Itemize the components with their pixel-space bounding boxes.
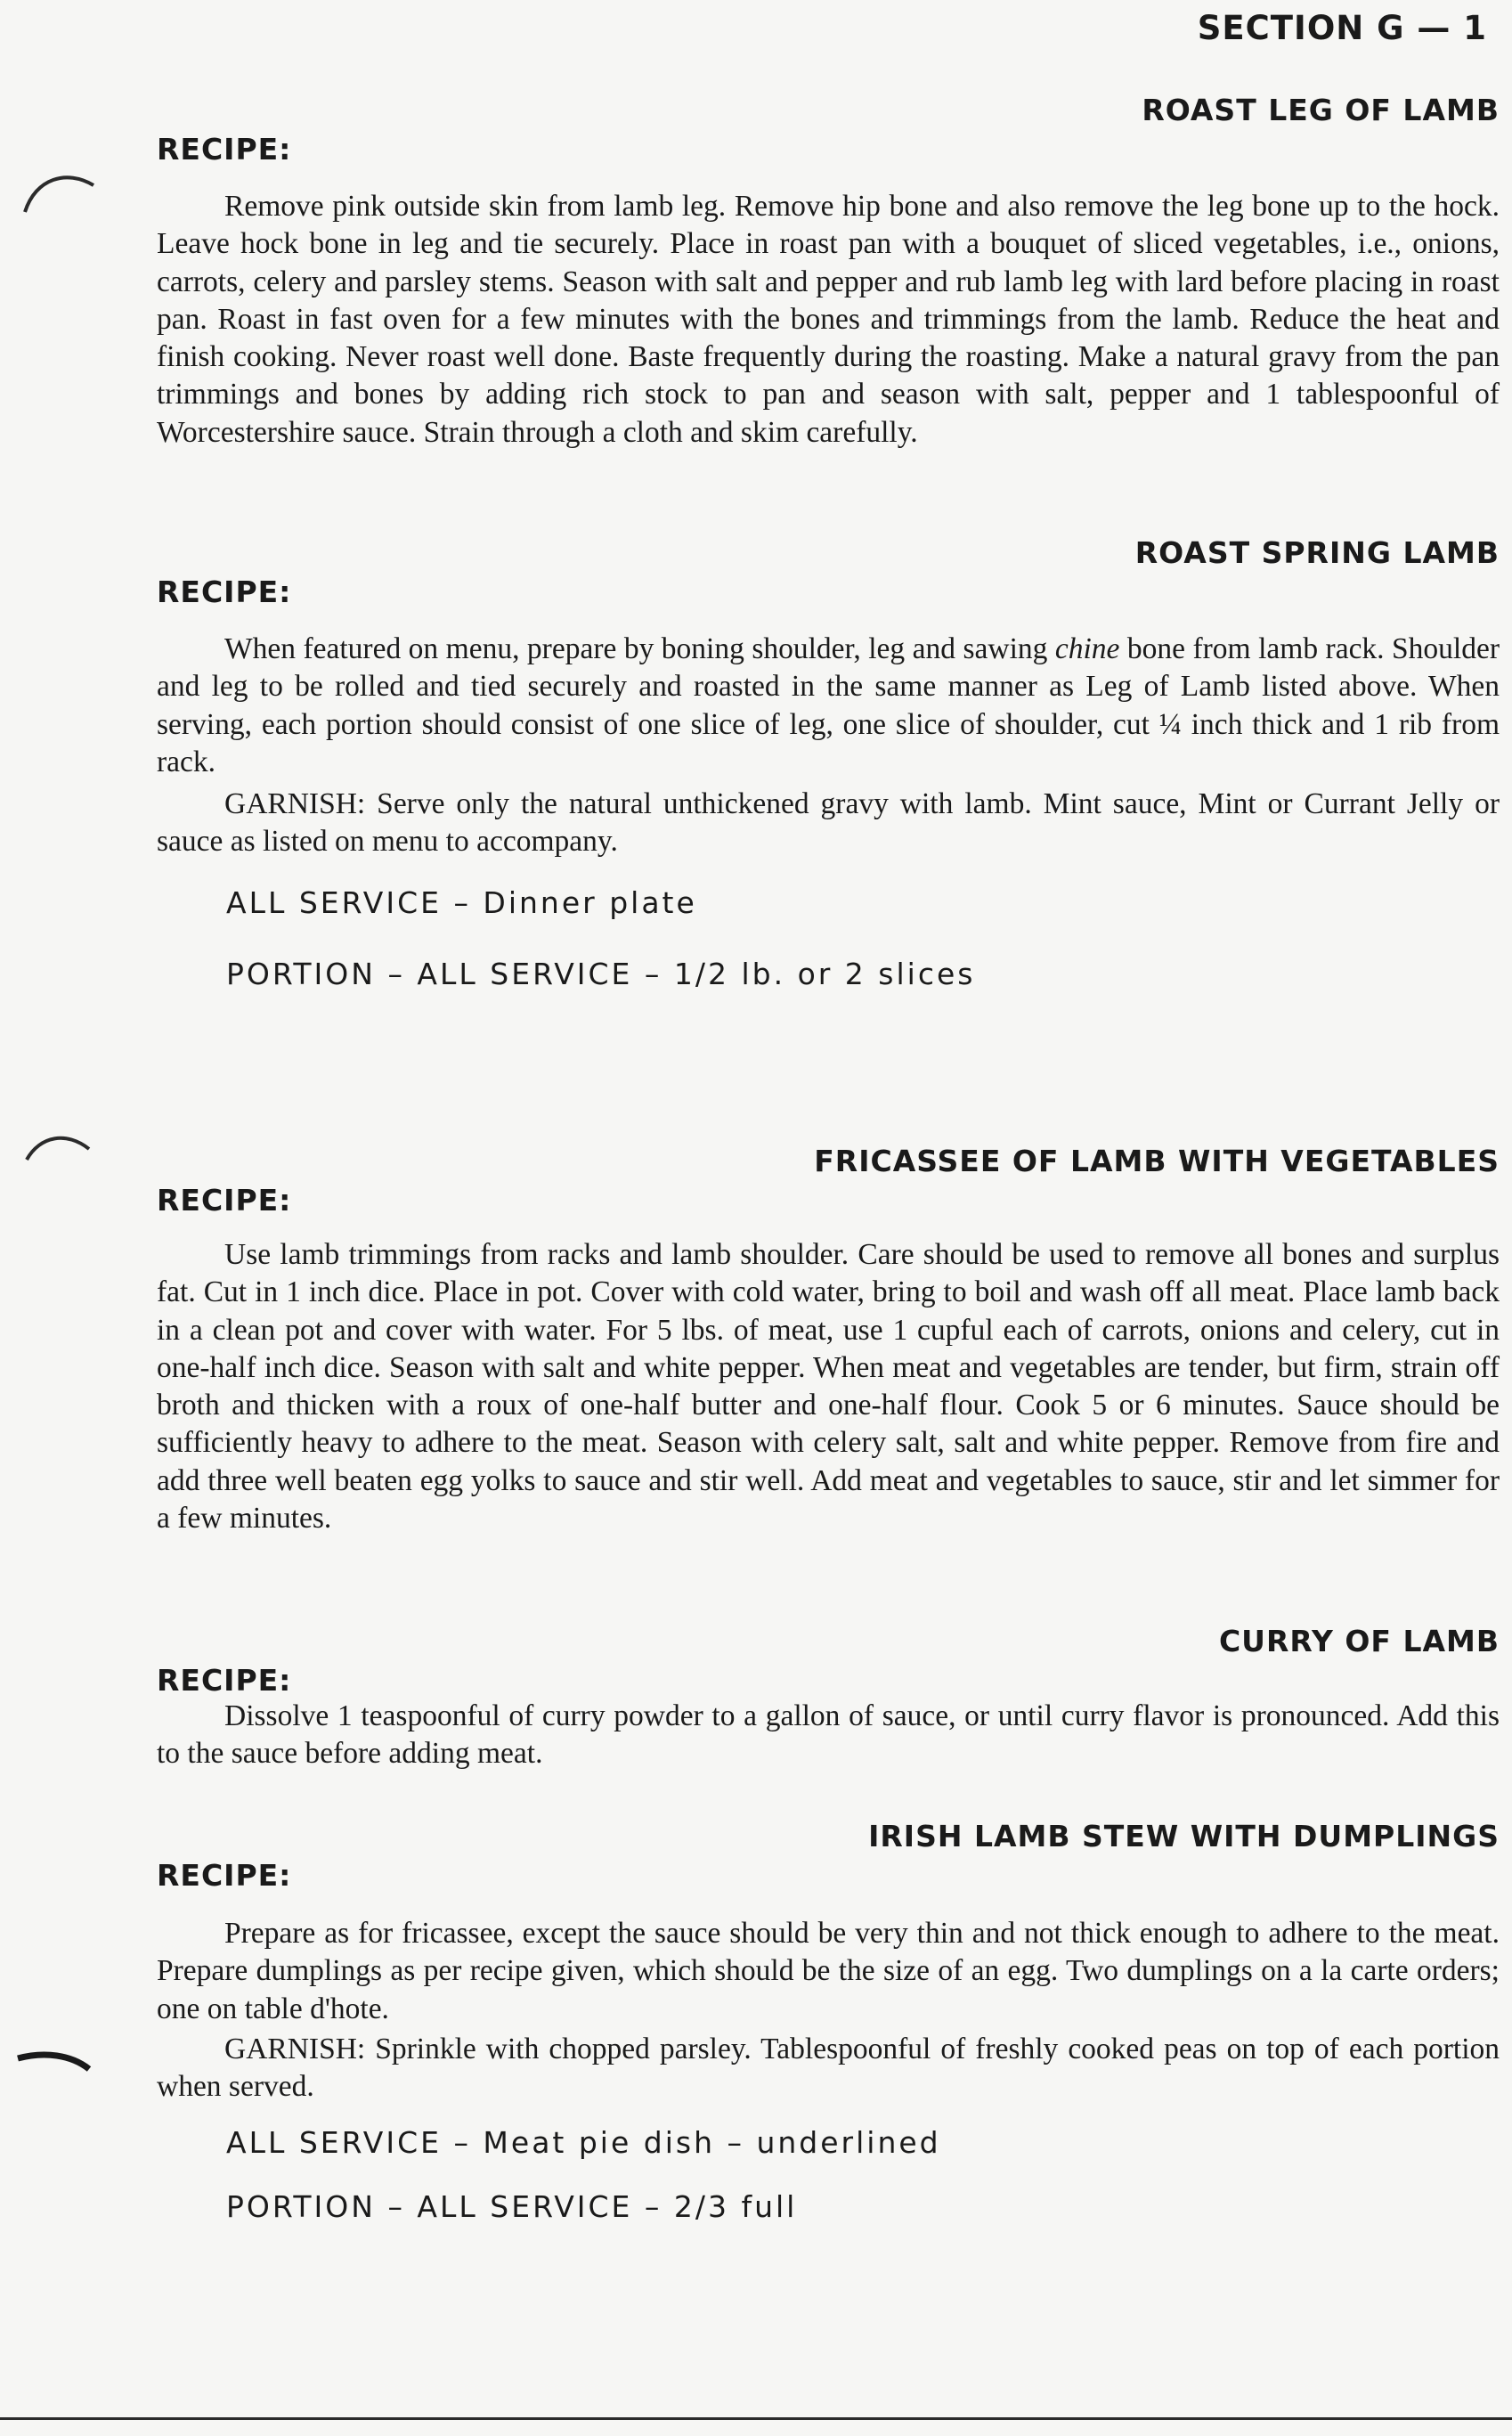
- recipe-title: CURRY OF LAMB: [1218, 1624, 1500, 1658]
- bottom-edge-rule: [0, 2417, 1512, 2420]
- binder-ring-mark: [0, 2035, 98, 2089]
- recipe-title: FRICASSEE OF LAMB WITH VEGETABLES: [814, 1144, 1500, 1178]
- recipe-text: Use lamb trimmings from racks and lamb shoulder. Care should be used to remove all bones and surplus fat. Cut in 1 inch dice. Place in pot. Cover with cold water, bring to boil and wash off all meat. Place lamb back in a clean pot and cover with water. For 5 lbs. of meat, use 1 cupful each of carrots, onions and celery, cut in one-half inch dice. Season with salt and white pepper. When meat and vegetables are tender, but firm, strain off broth and thicken with a roux of one-half butter and one-half flour. Cook 5 or 6 minutes. Sauce should be sufficiently heavy to adhere to the meat. Season with celery salt, salt and white pepper. Remove from fire and add three well beaten egg yolks to sauce and stir well. Add meat and vegetables to sauce, stir and let simmer for a few minutes.: [157, 1238, 1500, 1536]
- recipe-title: IRISH LAMB STEW WITH DUMPLINGS: [868, 1819, 1500, 1853]
- recipe-label: RECIPE:: [157, 132, 292, 167]
- recipe-label: RECIPE:: [157, 574, 292, 609]
- recipe-label: RECIPE:: [157, 1858, 292, 1893]
- portion-line: PORTION – ALL SERVICE – 1/2 lb. or 2 slices: [226, 957, 976, 991]
- recipe-text: [157, 631, 1500, 781]
- recipe-text: Prepare as for fricassee, except the sauce should be very thin and not thick enough to adhere to the meat. Prepare dumplings as per recipe given, which should be the size of an egg. Two dumplings on a la carte orders; one on table d'hote.: [157, 1917, 1500, 2025]
- service-line: ALL SERVICE – Dinner plate: [226, 885, 697, 920]
- binder-ring-mark: [0, 160, 98, 214]
- recipe-text-part: bone from lamb rack. Shoulder and leg to be rolled and tied securely and roasted in the same manner as Leg of Lamb listed above. When serving, each portion should consist of one slice of leg, one slice of shoulder, cut ¼ inch thick and 1 rib from rack.: [157, 632, 1500, 778]
- recipe-text: Remove pink outside skin from lamb leg. Remove hip bone and also remove the leg bone up to the hock. Leave hock bone in leg and tie securely. Place in roast pan with a bouquet of sliced vegetables, i.e., onions, carrots, celery and parsley stems. Season with salt and pepper and rub lamb leg with lard before placing in roast pan. Roast in fast oven for a few minutes with the bones and trimmings from the lamb. Reduce the heat and finish cooking. Never roast well done. Baste frequently during the roasting. Make a natural gravy from the pan trimmings and bones by adding rich stock to pan and season with salt, pepper and 1 tablespoonful of Worcestershire sauce. Strain through a cloth and skim carefully.: [157, 190, 1500, 449]
- recipe-label: RECIPE:: [157, 1183, 292, 1218]
- recipe-text-part: When featured on menu, prepare by boning shoulder, leg and sawing: [224, 632, 1055, 665]
- recipe-title: ROAST SPRING LAMB: [1134, 535, 1500, 570]
- recipe-title: ROAST LEG OF LAMB: [1142, 93, 1500, 127]
- recipe-text-italic: chine: [1054, 632, 1120, 665]
- recipe-text: Dissolve 1 teaspoonful of curry powder to a gallon of sauce, or until curry flavor is pronounced. Add this to the sauce before adding meat.: [157, 1699, 1500, 1771]
- garnish-text: GARNISH: Sprinkle with chopped parsley. Tablespoonful of freshly cooked peas on top of each portion when served.: [157, 2033, 1500, 2104]
- recipe-label: RECIPE:: [157, 1663, 292, 1698]
- garnish-text: GARNISH: Serve only the natural unthickened gravy with lamb. Mint sauce, Mint or Currant Jelly or sauce as listed on menu to accompany.: [157, 787, 1500, 859]
- section-header: SECTION G — 1: [1197, 9, 1487, 47]
- binder-ring-mark: [0, 1113, 98, 1167]
- portion-line: PORTION – ALL SERVICE – 2/3 full: [226, 2189, 798, 2224]
- service-line: ALL SERVICE – Meat pie dish – underlined: [226, 2125, 941, 2160]
